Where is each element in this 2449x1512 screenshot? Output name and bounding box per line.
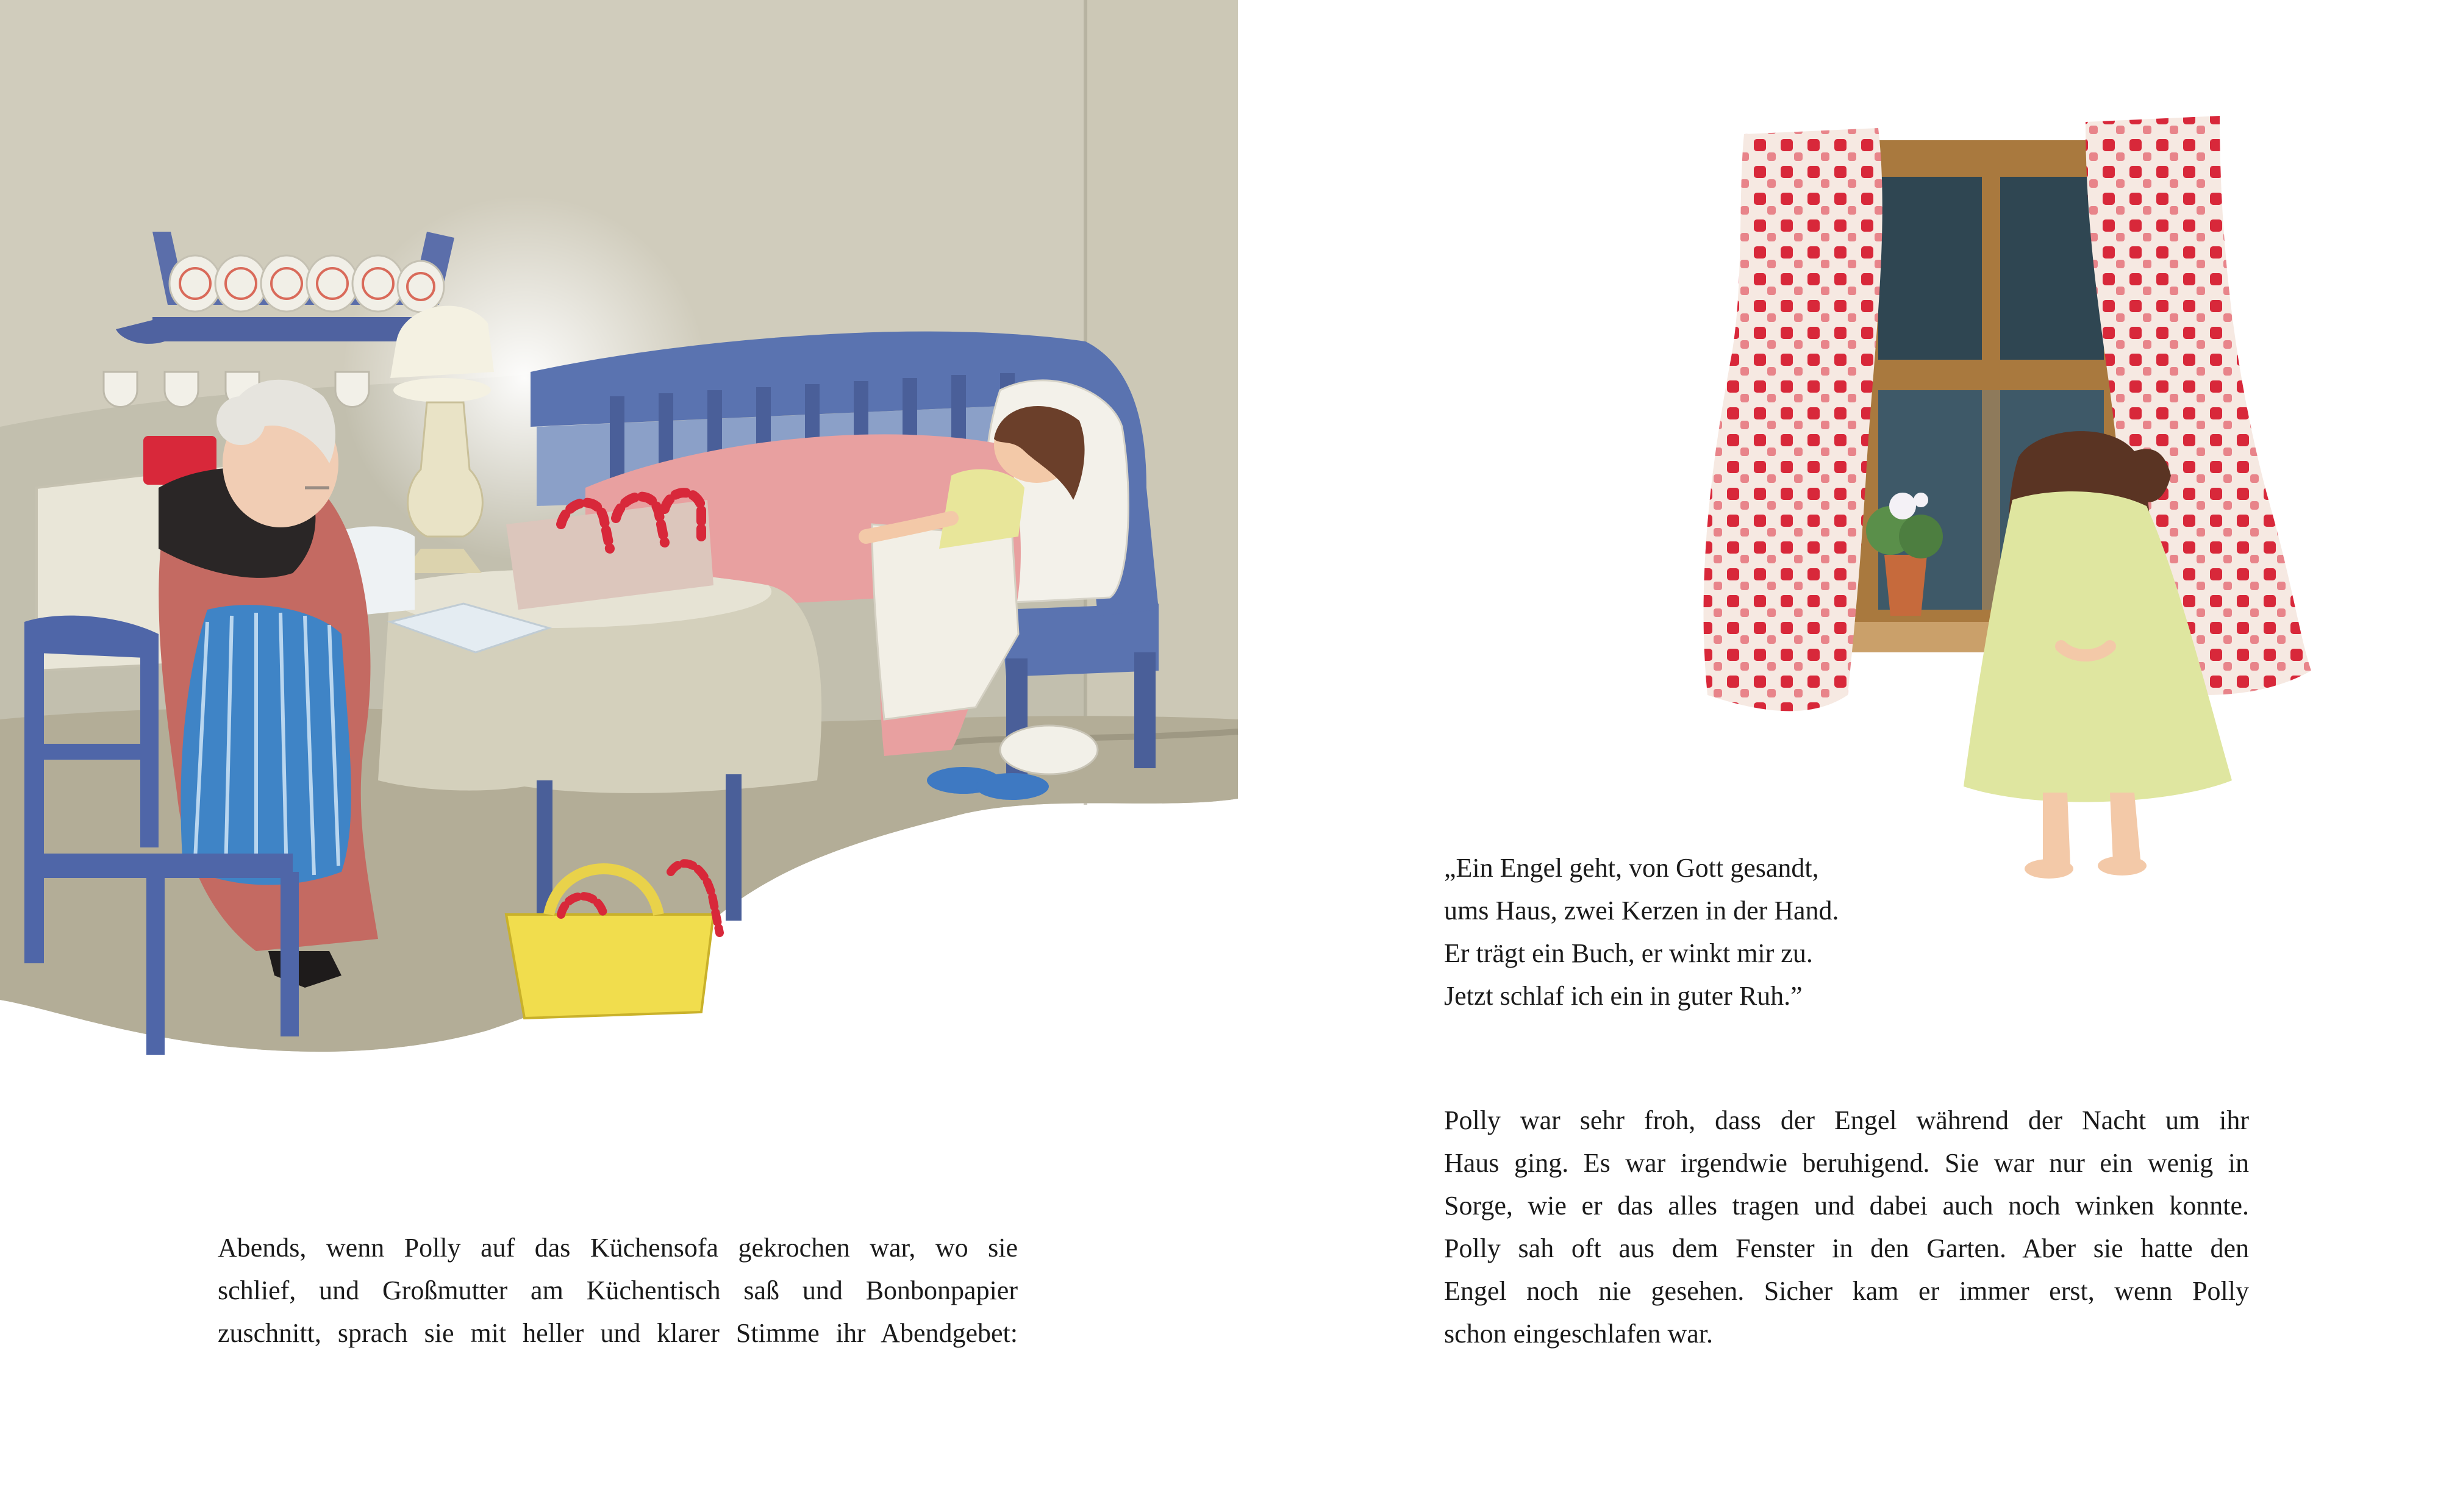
- prayer-line: ums Haus, zwei Kerzen in der Hand.: [1444, 896, 1839, 925]
- paragraph-line: Sorge, wie er das alles tragen und dabei auch noch winken konnte.: [1444, 1191, 2249, 1221]
- paragraph-line: Abends, wenn Polly auf das Küchensofa gekrochen war, wo sie: [218, 1233, 1018, 1263]
- evening-prayer-verse: [1444, 847, 1993, 1018]
- left-page-paragraph: [218, 1227, 1018, 1355]
- window-illustration: [1671, 110, 2378, 884]
- paragraph-line: zuschnitt, sprach sie mit heller und klarer Stimme ihr Abendgebet:: [218, 1318, 1018, 1348]
- kitchen-illustration: [0, 0, 1238, 1073]
- paragraph-line: Haus ging. Es war irgendwie beruhigend. Sie war nur ein wenig in: [1444, 1148, 2249, 1178]
- prayer-line: „Ein Engel geht, von Gott gesandt,: [1444, 853, 1819, 883]
- prayer-line: Er trägt ein Buch, er winkt mir zu.: [1444, 938, 1813, 968]
- paragraph-line: Polly war sehr froh, dass der Engel während der Nacht um ihr: [1444, 1105, 2249, 1135]
- paragraph-line: schon eingeschlafen war.: [1444, 1319, 1714, 1349]
- right-page-paragraph: [1444, 1099, 2249, 1355]
- prayer-line: Jetzt schlaf ich ein in guter Ruh.”: [1444, 981, 1803, 1011]
- paragraph-line: Engel noch nie gesehen. Sicher kam er immer erst, wenn Polly: [1444, 1276, 2249, 1306]
- paragraph-line: schlief, und Großmutter am Küchentisch saß und Bonbonpapier: [218, 1275, 1018, 1305]
- paragraph-line: Polly sah oft aus dem Fenster in den Garten. Aber sie hatte den: [1444, 1233, 2249, 1263]
